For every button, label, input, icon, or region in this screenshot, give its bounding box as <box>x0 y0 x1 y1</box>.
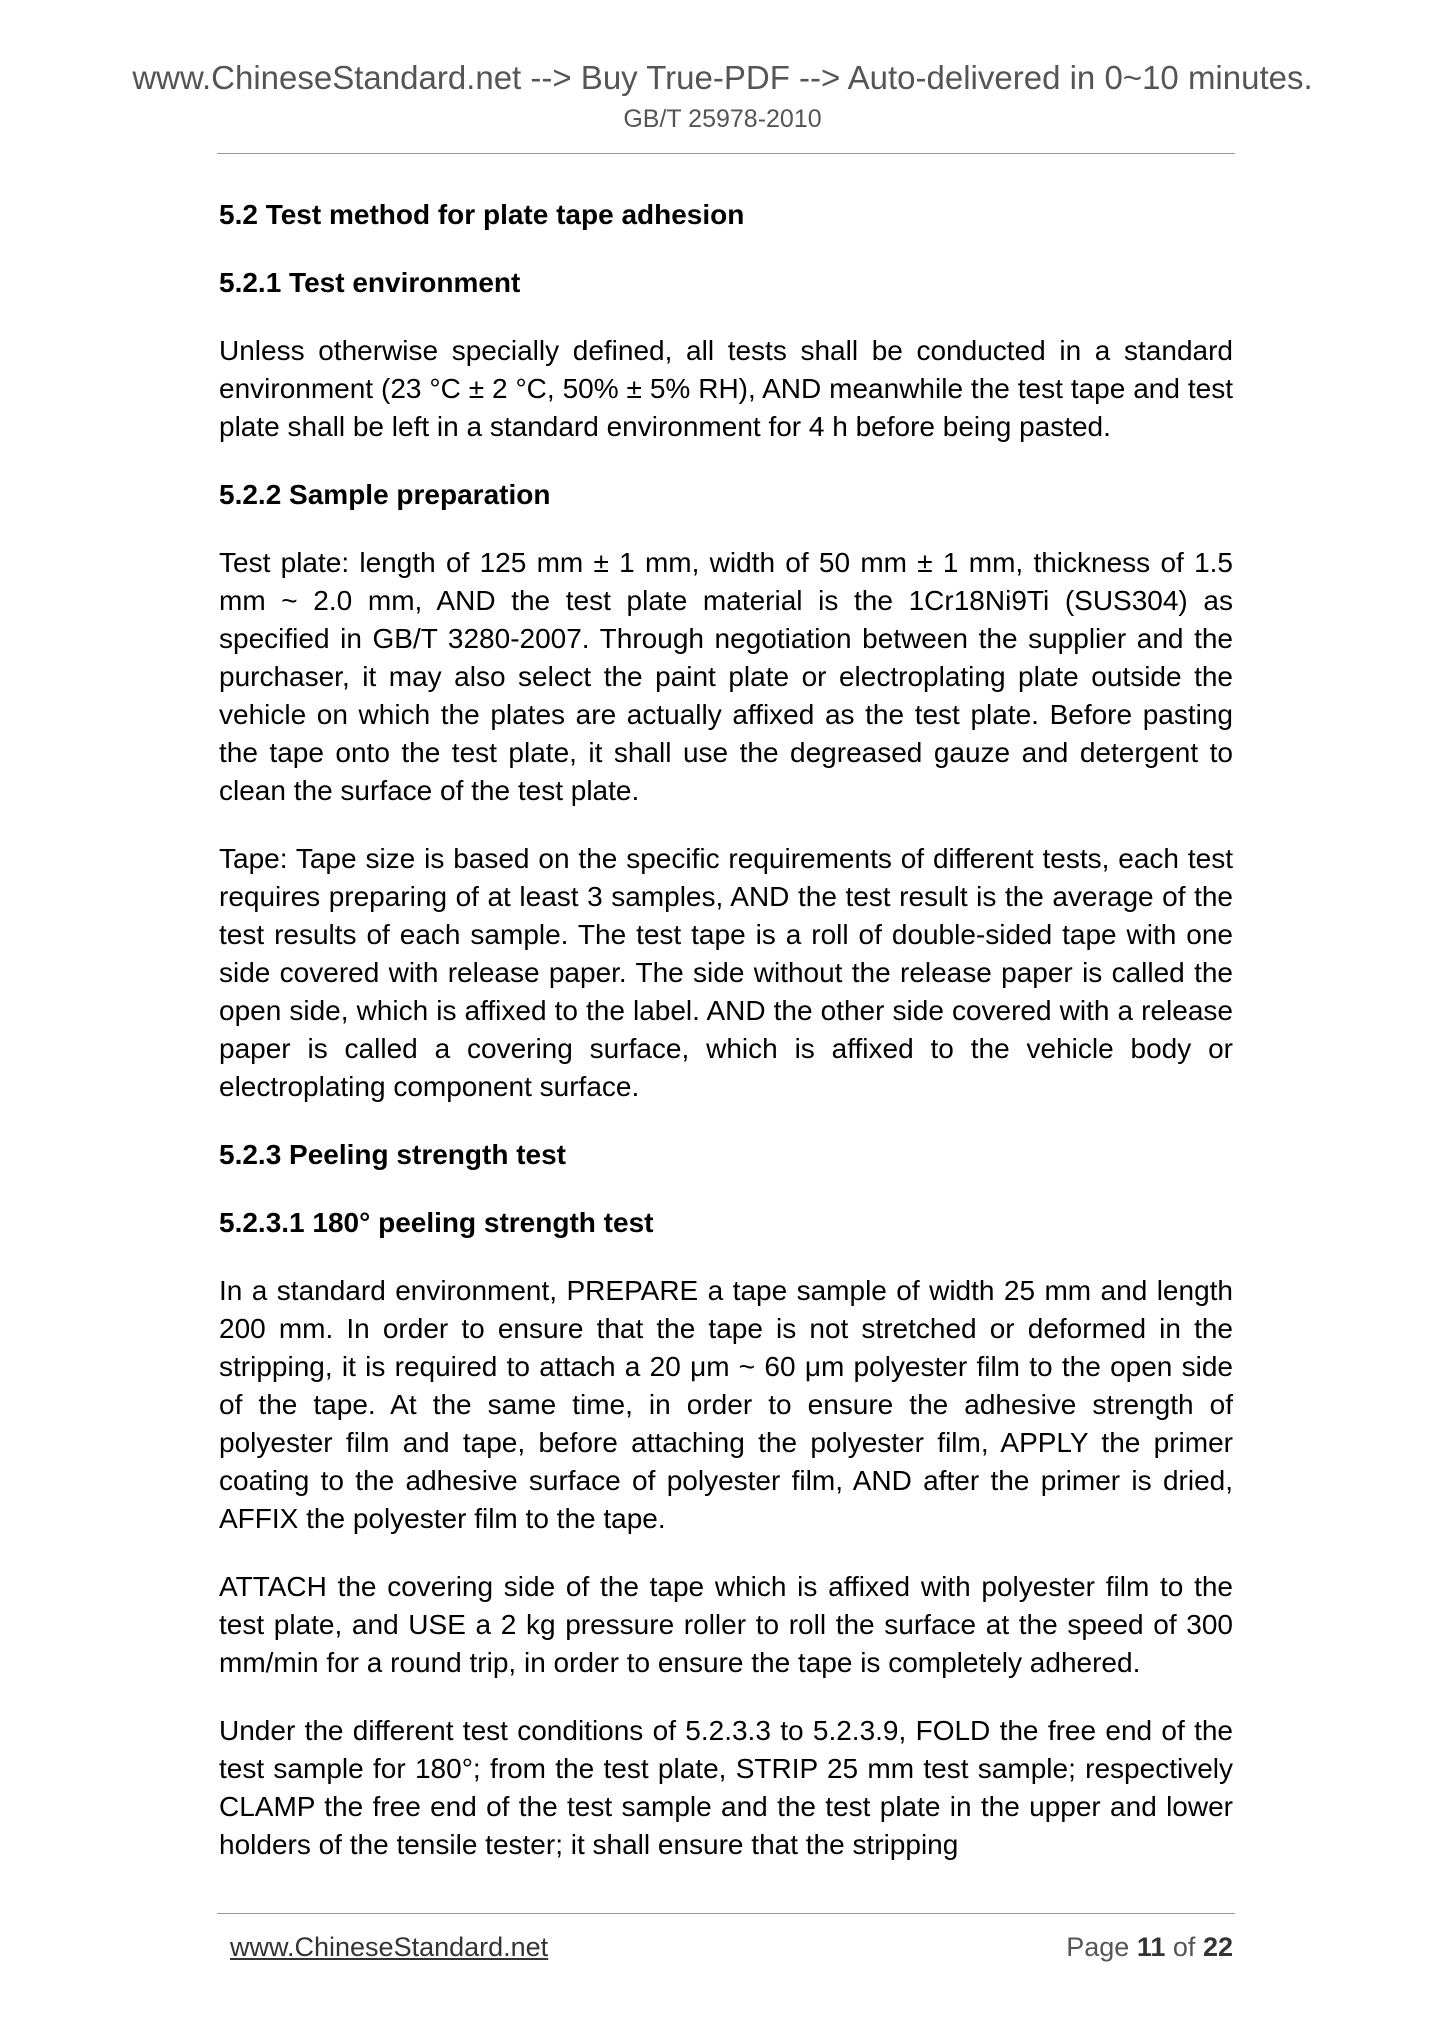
standard-number: GB/T 25978-2010 <box>623 105 822 133</box>
header-divider <box>217 153 1235 154</box>
section-heading-5-2-2: 5.2.2 Sample preparation <box>219 479 551 510</box>
footer-divider <box>217 1913 1235 1914</box>
paragraph-attach: ATTACH the covering side of the tape which is affixed with polyester film to the test plate, and USE a 2 kg pressure roller to roll the surface at the speed of 300 mm/min for a round trip, in order to ensure the tape is completely adhered. <box>219 1571 1233 1678</box>
header-banner: www.ChineseStandard.net --> Buy True-PDF --> Auto-delivered in 0~10 minutes. <box>132 59 1313 96</box>
page-of-label: of <box>1172 1932 1196 1962</box>
page-label: Page <box>1066 1932 1130 1962</box>
document-body <box>219 196 1233 1864</box>
page-current: 11 <box>1136 1932 1166 1962</box>
section-heading-5-2-3-1: 5.2.3.1 180° peeling strength test <box>219 1207 654 1238</box>
page-total: 22 <box>1202 1932 1233 1962</box>
paragraph-prepare-sample: In a standard environment, PREPARE a tape sample of width 25 mm and length 200 mm. In order to ensure that the tape is not stretched or deformed in the stripping, it is required to attach a 20 μm ~ 60 μm polyester film to the open side of the tape. At the same time, in order to ensure the adhesive strength of polyester film and tape, before attaching the polyester film, APPLY the primer coating to the adhesive surface of polyester film, AND after the primer is dried, AFFIX the polyester film to the tape. <box>219 1275 1233 1534</box>
paragraph-tape: Tape: Tape size is based on the specific requirements of different tests, each test requires preparing of at least 3 samples, AND the test result is the average of the test results of each sample. The test tape is a roll of double-sided tape with one side covered with release paper. The side without the release paper is called the open side, which is affixed to the label. AND the other side covered with a release paper is called a covering surface, which is affixed to the vehicle body or electroplating component surface. <box>219 843 1233 1102</box>
section-heading-5-2-3: 5.2.3 Peeling strength test <box>219 1139 566 1170</box>
section-heading-5-2-1: 5.2.1 Test environment <box>219 267 521 298</box>
section-heading-5-2: 5.2 Test method for plate tape adhesion <box>219 199 745 230</box>
page-indicator <box>1066 1930 1233 1964</box>
paragraph-fold-strip: Under the different test conditions of 5.2.3.3 to 5.2.3.9, FOLD the free end of the test sample for 180°; from the test plate, STRIP 25 mm test sample; respectively CLAMP the free end of the test sample and the test plate in the upper and lower holders of the tensile tester; it shall ensure that the stripping <box>219 1715 1233 1860</box>
paragraph-test-plate: Test plate: length of 125 mm ± 1 mm, width of 50 mm ± 1 mm, thickness of 1.5 mm ~ 2.0 mm, AND the test plate material is the 1Cr18Ni9Ti (SUS304) as specified in GB/T 3280-2007. Through negotiation between the supplier and the purchaser, it may also select the paint plate or electroplating plate outside the vehicle on which the plates are actually affixed as the test plate. Before pasting the tape onto the test plate, it shall use the degreased gauze and detergent to clean the surface of the test plate. <box>219 547 1233 806</box>
footer-site-link[interactable]: www.ChineseStandard.net <box>230 1932 549 1962</box>
paragraph-test-environment: Unless otherwise specially defined, all tests shall be conducted in a standard environment (23 °C ± 2 °C, 50% ± 5% RH), AND meanwhile the test tape and test plate shall be left in a standard environment for 4 h before being pasted. <box>219 335 1233 442</box>
